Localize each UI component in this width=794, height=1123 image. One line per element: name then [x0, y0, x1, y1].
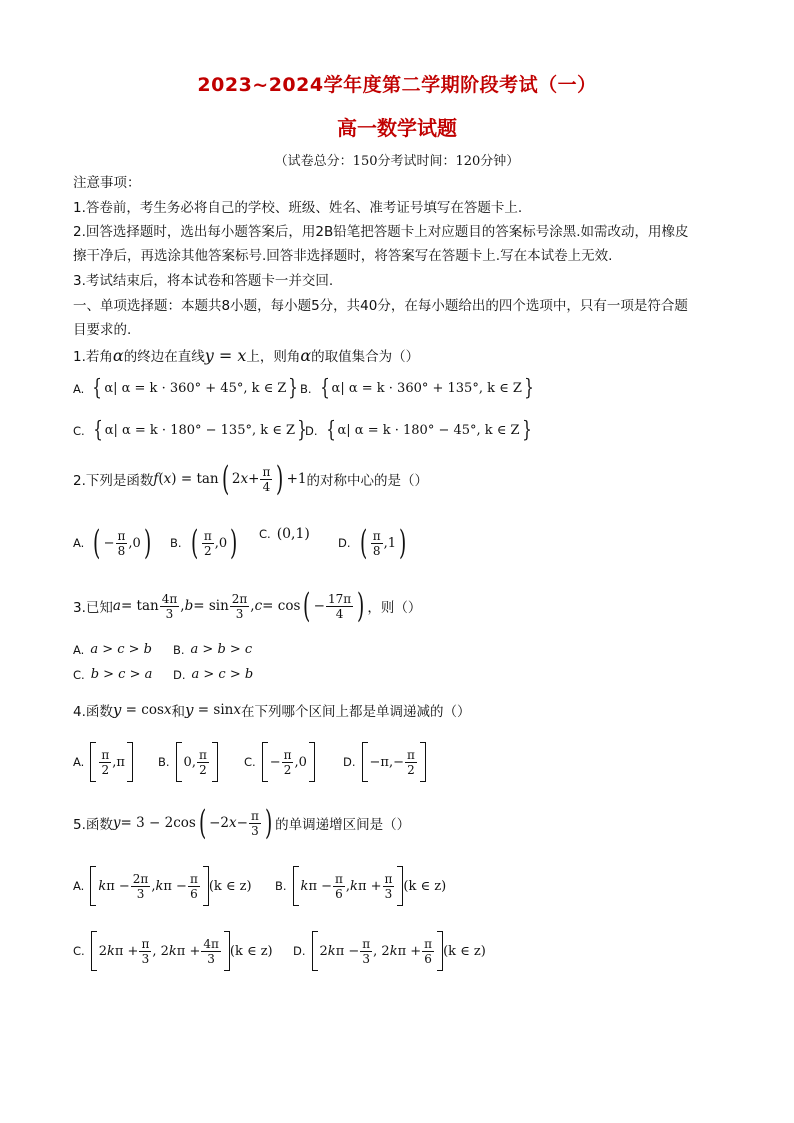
notes-item-2b: 擦干净后，再选涂其他答案标号.回答非选择题时，将答案写在答题卡上.写在本试卷上无效.	[73, 248, 613, 264]
q5-option-b[interactable]: B. k π − $\frac{\pi}{6}$ , k π + $\frac{\pi}{3}$ (k ∈ z)	[275, 866, 446, 906]
q1-stem: 1.若角α的终边在直线y = x上，则角α的取值集合为（）	[73, 346, 420, 365]
notes-item-1: 1.答卷前，考生务必将自己的学校、班级、姓名、准考证号填写在答题卡上.	[73, 200, 523, 216]
q4-option-d[interactable]: D. −π,− $\frac{\pi}{2}$	[343, 742, 426, 782]
q4-option-a[interactable]: A. $\frac{\pi}{2}$ ,π	[73, 742, 133, 782]
q2-option-b[interactable]: B. ( $\frac{\pi}{2}$ ,0 )	[170, 523, 238, 563]
q3-option-b[interactable]: B. a > b > c	[173, 642, 253, 657]
q4-option-b[interactable]: B. 0, $\frac{\pi}{2}$	[158, 742, 218, 782]
q2-stem: 2.下列是函数 f ( x ) = tan ( 2 x + $\frac{\pi}{4}$ ) +1 的对称中心的是（）	[73, 459, 428, 499]
q1-option-a[interactable]: A. { α| α = k · 360° + 45°, k ∈ Z }	[73, 376, 299, 401]
notes-item-2a: 2.回答选择题时，选出每小题答案后，用2B铅笔把答题卡上对应题目的答案标号涂黑.如需改动，用橡皮	[73, 224, 689, 240]
q3-option-c[interactable]: C. b > c > a	[73, 667, 153, 682]
q1-option-b[interactable]: B. { α| α = k · 360° + 135°, k ∈ Z }	[300, 376, 534, 401]
q3-option-d[interactable]: D. a > c > b	[173, 667, 254, 682]
notes-heading: 注意事项：	[73, 175, 141, 191]
section-heading-line2: 目要求的.	[73, 322, 132, 338]
q2-option-d[interactable]: D. ( $\frac{\pi}{8}$ ,1 )	[338, 523, 407, 563]
q3-option-a[interactable]: A. a > c > b	[73, 642, 152, 657]
q4-stem: 4.函数 y = cos x 和 y = sin x 在下列哪个区间上都是单调递减的（）	[73, 701, 471, 720]
q2-option-a[interactable]: A. ( − $\frac{\pi}{8}$ ,0 )	[73, 523, 152, 563]
section-heading-line1: 一、单项选择题：本题共8小题，每小题5分，共40分，在每小题给出的四个选项中，只有一项是符合题	[73, 298, 688, 314]
q2-option-c[interactable]: C. (0,1)	[259, 526, 310, 542]
q1-option-d[interactable]: D. { α| α = k · 180° − 45°, k ∈ Z }	[305, 418, 532, 443]
exam-title: 2023~2024学年度第二学期阶段考试（一）	[197, 74, 597, 96]
q5-option-c[interactable]: C. 2 k π + $\frac{\pi}{3}$ , 2 k π + $\frac{4\pi}{3}$ (k ∈ z)	[73, 931, 273, 971]
q5-stem: 5.函数 y = 3 − 2cos ( −2 x − $\frac{\pi}{3}$ ) 的单调递增区间是（）	[73, 803, 411, 843]
exam-info: （试卷总分：150分考试时间：120分钟）	[274, 154, 520, 169]
notes-item-3: 3.考试结束后，将本试卷和答题卡一并交回.	[73, 273, 334, 289]
q1-option-c[interactable]: C. { α| α = k · 180° − 135°, k ∈ Z }	[73, 418, 307, 443]
exam-subtitle: 高一数学试题	[337, 116, 457, 140]
q5-option-d[interactable]: D. 2 k π − $\frac{\pi}{3}$ , 2 k π + $\frac{\pi}{6}$ (k ∈ z)	[293, 931, 486, 971]
q4-option-c[interactable]: C. − $\frac{\pi}{2}$ ,0	[244, 742, 315, 782]
q3-stem: 3.已知 a = tan $\frac{4\pi}{3}$ , b = sin $\frac{2\pi}{3}$ , c = cos ( − $\frac{17\pi}{4}$ ) ，则（）	[73, 586, 422, 626]
q5-option-a[interactable]: A. k π − $\frac{2\pi}{3}$ , k π − $\frac{\pi}{6}$ (k ∈ z)	[73, 866, 252, 906]
